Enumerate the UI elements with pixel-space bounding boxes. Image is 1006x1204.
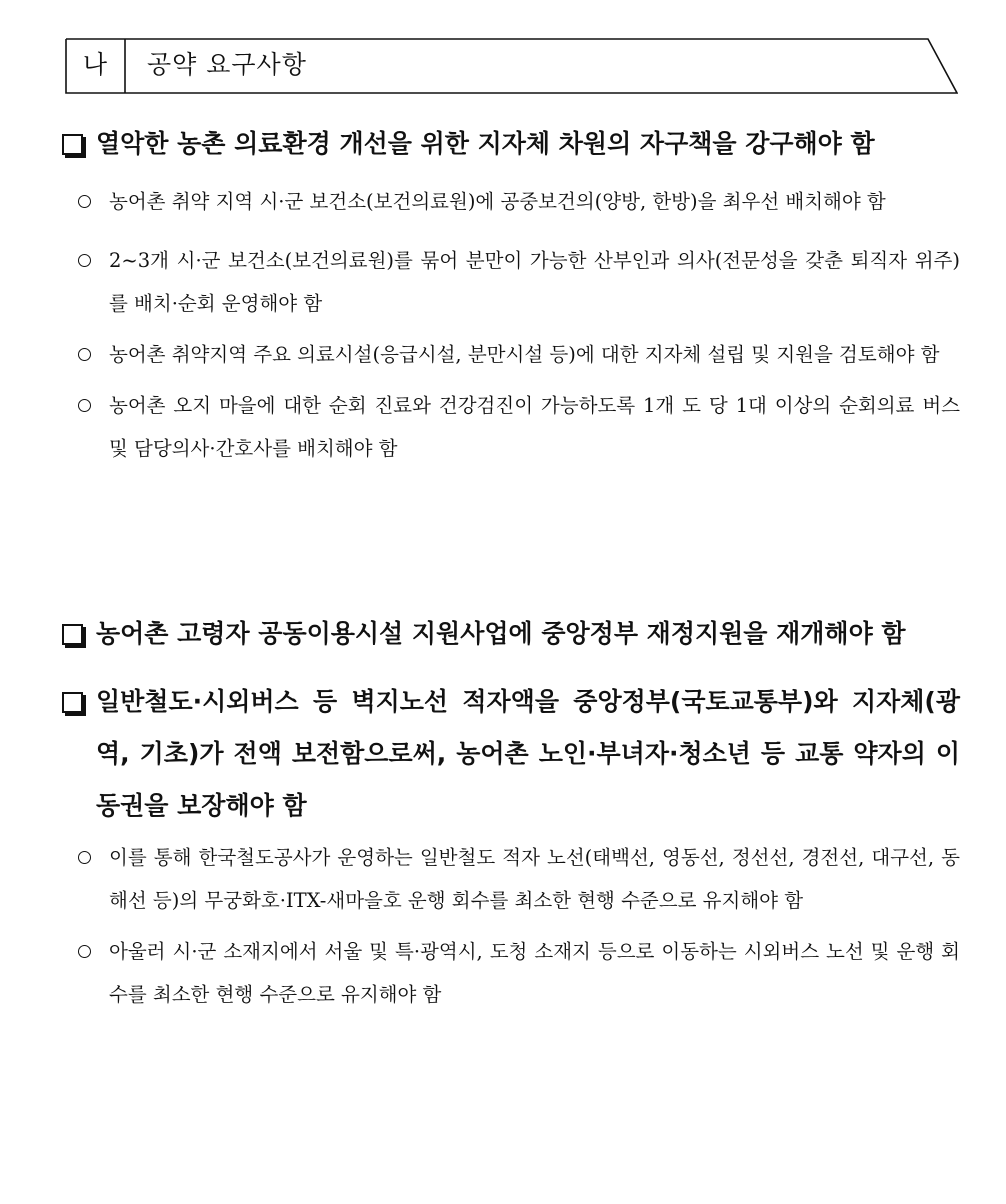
checkbox-square-icon [62,692,83,713]
circle-bullet-icon [78,348,91,361]
section-heading: 일반철도·시외버스 등 벽지노선 적자액을 중앙정부(국토교통부)와 지자체(광역, 기초)가 전액 보전함으로써, 농어촌 노인·부녀자·청소년 등 교통 약자의 이동권을 보장해야 함 [60,676,960,832]
circle-bullet-icon [78,851,91,864]
header-number: 나 [82,50,108,79]
section-header [65,38,958,94]
section-heading: 열악한 농촌 의료환경 개선을 위한 지자체 차원의 자구책을 강구해야 함 [60,118,960,170]
list-item: 농어촌 취약 지역 시·군 보건소(보건의료원)에 공중보건의(양방, 한방)을 최우선 배치해야 함 [76,180,960,223]
list-item: 농어촌 오지 마을에 대한 순회 진료와 건강검진이 가능하도록 1개 도 당 1대 이상의 순회의료 버스 및 담당의사·간호사를 배치해야 함 [76,384,960,470]
list-item: 농어촌 취약지역 주요 의료시설(응급시설, 분만시설 등)에 대한 지자체 설립 및 지원을 검토해야 함 [76,333,960,376]
section-medical [60,118,960,470]
circle-bullet-icon [78,945,91,958]
section-transport [60,676,960,1016]
list-item: 이를 통해 한국철도공사가 운영하는 일반철도 적자 노선(태백선, 영동선, 정선선, 경전선, 대구선, 동해선 등)의 무궁화호·ITX-새마을호 운행 회수를 최소한 현행 수준으로 유지해야 함 [76,836,960,922]
list-item: 2~3개 시·군 보건소(보건의료원)를 묶어 분만이 가능한 산부인과 의사(전문성을 갖춘 퇴직자 위주)를 배치·순회 운영해야 함 [76,239,960,325]
circle-bullet-icon [78,399,91,412]
list-item: 아울러 시·군 소재지에서 서울 및 특·광역시, 도청 소재지 등으로 이동하는 시외버스 노선 및 운행 회수를 최소한 현행 수준으로 유지해야 함 [76,930,960,1016]
circle-bullet-icon [78,195,91,208]
circle-bullet-icon [78,254,91,267]
section-heading: 농어촌 고령자 공동이용시설 지원사업에 중앙정부 재정지원을 재개해야 함 [60,608,960,660]
checkbox-square-icon [62,624,83,645]
checkbox-square-icon [62,134,83,155]
section-elderly-facility [60,608,960,660]
header-title: 공약 요구사항 [147,50,307,79]
